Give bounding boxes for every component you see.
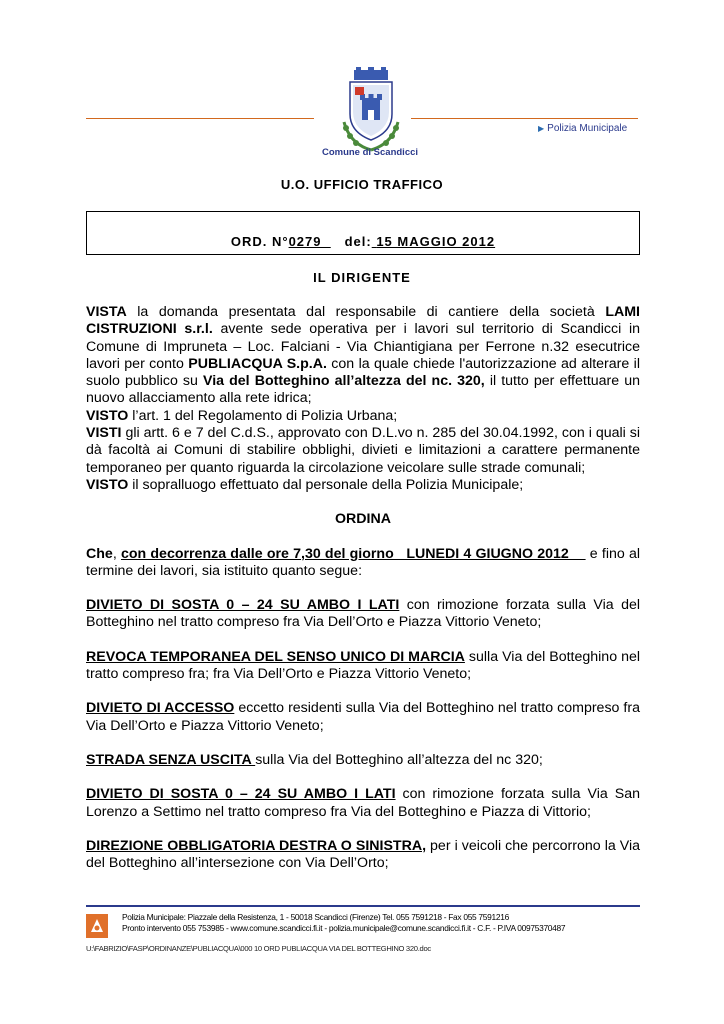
department-label [538, 123, 627, 134]
department-text: Polizia Municipale [547, 123, 628, 134]
office-heading: U.O. UFFICIO TRAFFICO [280, 177, 444, 192]
intro-paragraph: Che, con decorrenza dalle ore 7,30 del giorno LUNEDI 4 GIUGNO 2012 e fino al termine dei lavori, sia istituito quanto segue: [86, 545, 641, 579]
order-number: 0279 [288, 234, 322, 249]
premise-vista-request: VISTA la domanda presentata dal responsabile di cantiere della società LAMI CISTRUZIONI s.r.l. avente sede operativa per i lavori sul territorio di Scandicci in Comune di Impruneta – Loc. Falciani - Via Chiantigiana per Ferrone n.32 esecutrice lavori per conto PUBLIACQUA S.p.A. con la quale chiede l'autorizzazione ad alterare il suolo pubblico su Via del Botteghino all’altezza del nc. 320, il tutto per effettuare un nuovo allacciamento alla rete idrica; [86, 304, 641, 407]
footer-rule [86, 905, 640, 907]
triangle-right-icon: ▶ [538, 124, 545, 133]
header-rule-right [411, 118, 638, 119]
ordina-heading: ORDINA [335, 511, 391, 528]
premise-visti-cds: VISTI gli artt. 6 e 7 del C.d.S., approvato con D.L.vo n. 285 del 30.04.1992, con i quali si dà facoltà ai Comuni di stabilire obblighi, divieti e limitazioni a carattere permanente temporaneo per quanto riguarda la circolazione veicolare sulle strade comunali; [86, 425, 640, 476]
order-date: 15 MAGGIO 2012 [376, 234, 496, 249]
measure-item: DIVIETO DI SOSTA 0 – 24 SU AMBO I LATI con rimozione forzata sulla Via del Botteghino nel tratto compreso fra Via Dell’Orto e Piazza Vittorio Veneto; [86, 597, 641, 631]
footer-address: Polizia Municipale: Piazzale della Resistenza, 1 - 50018 Scandicci (Firenze) Tel. 055 7591218 - Fax 055 7591216 [122, 912, 509, 922]
footer-contacts: Pronto intervento 055 753985 - www.comune.scandicci.fi.it - polizia.municipale@comune.scandicci.fi.it - C.F. - P.IVA 00975370487 [122, 923, 566, 933]
footer-emblem-icon [86, 914, 108, 938]
measure-item: DIVIETO DI ACCESSO eccetto residenti sulla Via del Botteghino nel tratto compreso fra Via Dell’Orto e Piazza Vittorio Veneto; [86, 700, 640, 734]
file-path: U:\FABRIZIO\FASP\ORDINANZE\PUBLIACQUA\000 10 ORD PUBLIACQUA VIA DEL BOTTEGHINO 320.doc [86, 944, 431, 953]
municipality-name: Comune di Scandicci [321, 147, 419, 158]
document-body [86, 304, 640, 872]
measure-item: REVOCA TEMPORANEA DEL SENSO UNICO DI MARCIA sulla Via del Botteghino nel tratto compreso fra; fra Via Dell’Orto e Piazza Vittorio Veneto; [86, 648, 641, 683]
measure-item: STRADA SENZA USCITA sulla Via del Botteghino all’altezza del nc 320; [86, 751, 543, 768]
order-line [86, 234, 640, 249]
measure-item: DIVIETO DI SOSTA 0 – 24 SU AMBO I LATI con rimozione forzata sulla Via San Lorenzo a Settimo nel tratto compreso fra Via del Botteghino e Piazza di Vittorio; [86, 786, 641, 820]
role-heading: IL DIRIGENTE [313, 270, 411, 285]
premise-visto-sopralluogo: VISTO il sopralluogo effettuato dal personale della Polizia Municipale; [86, 476, 524, 493]
premise-visto-regolamento: VISTO l’art. 1 del Regolamento di Polizia Urbana; [86, 407, 398, 424]
header-rule-left [86, 118, 314, 119]
measure-item: DIREZIONE OBBLIGATORIA DESTRA O SINISTRA, per i veicoli che percorrono la Via del Botteghino all’intersezione con Via Dell’Orto; [86, 837, 640, 872]
order-date-label: del: [344, 234, 372, 249]
order-prefix: ORD. N° [230, 234, 289, 249]
